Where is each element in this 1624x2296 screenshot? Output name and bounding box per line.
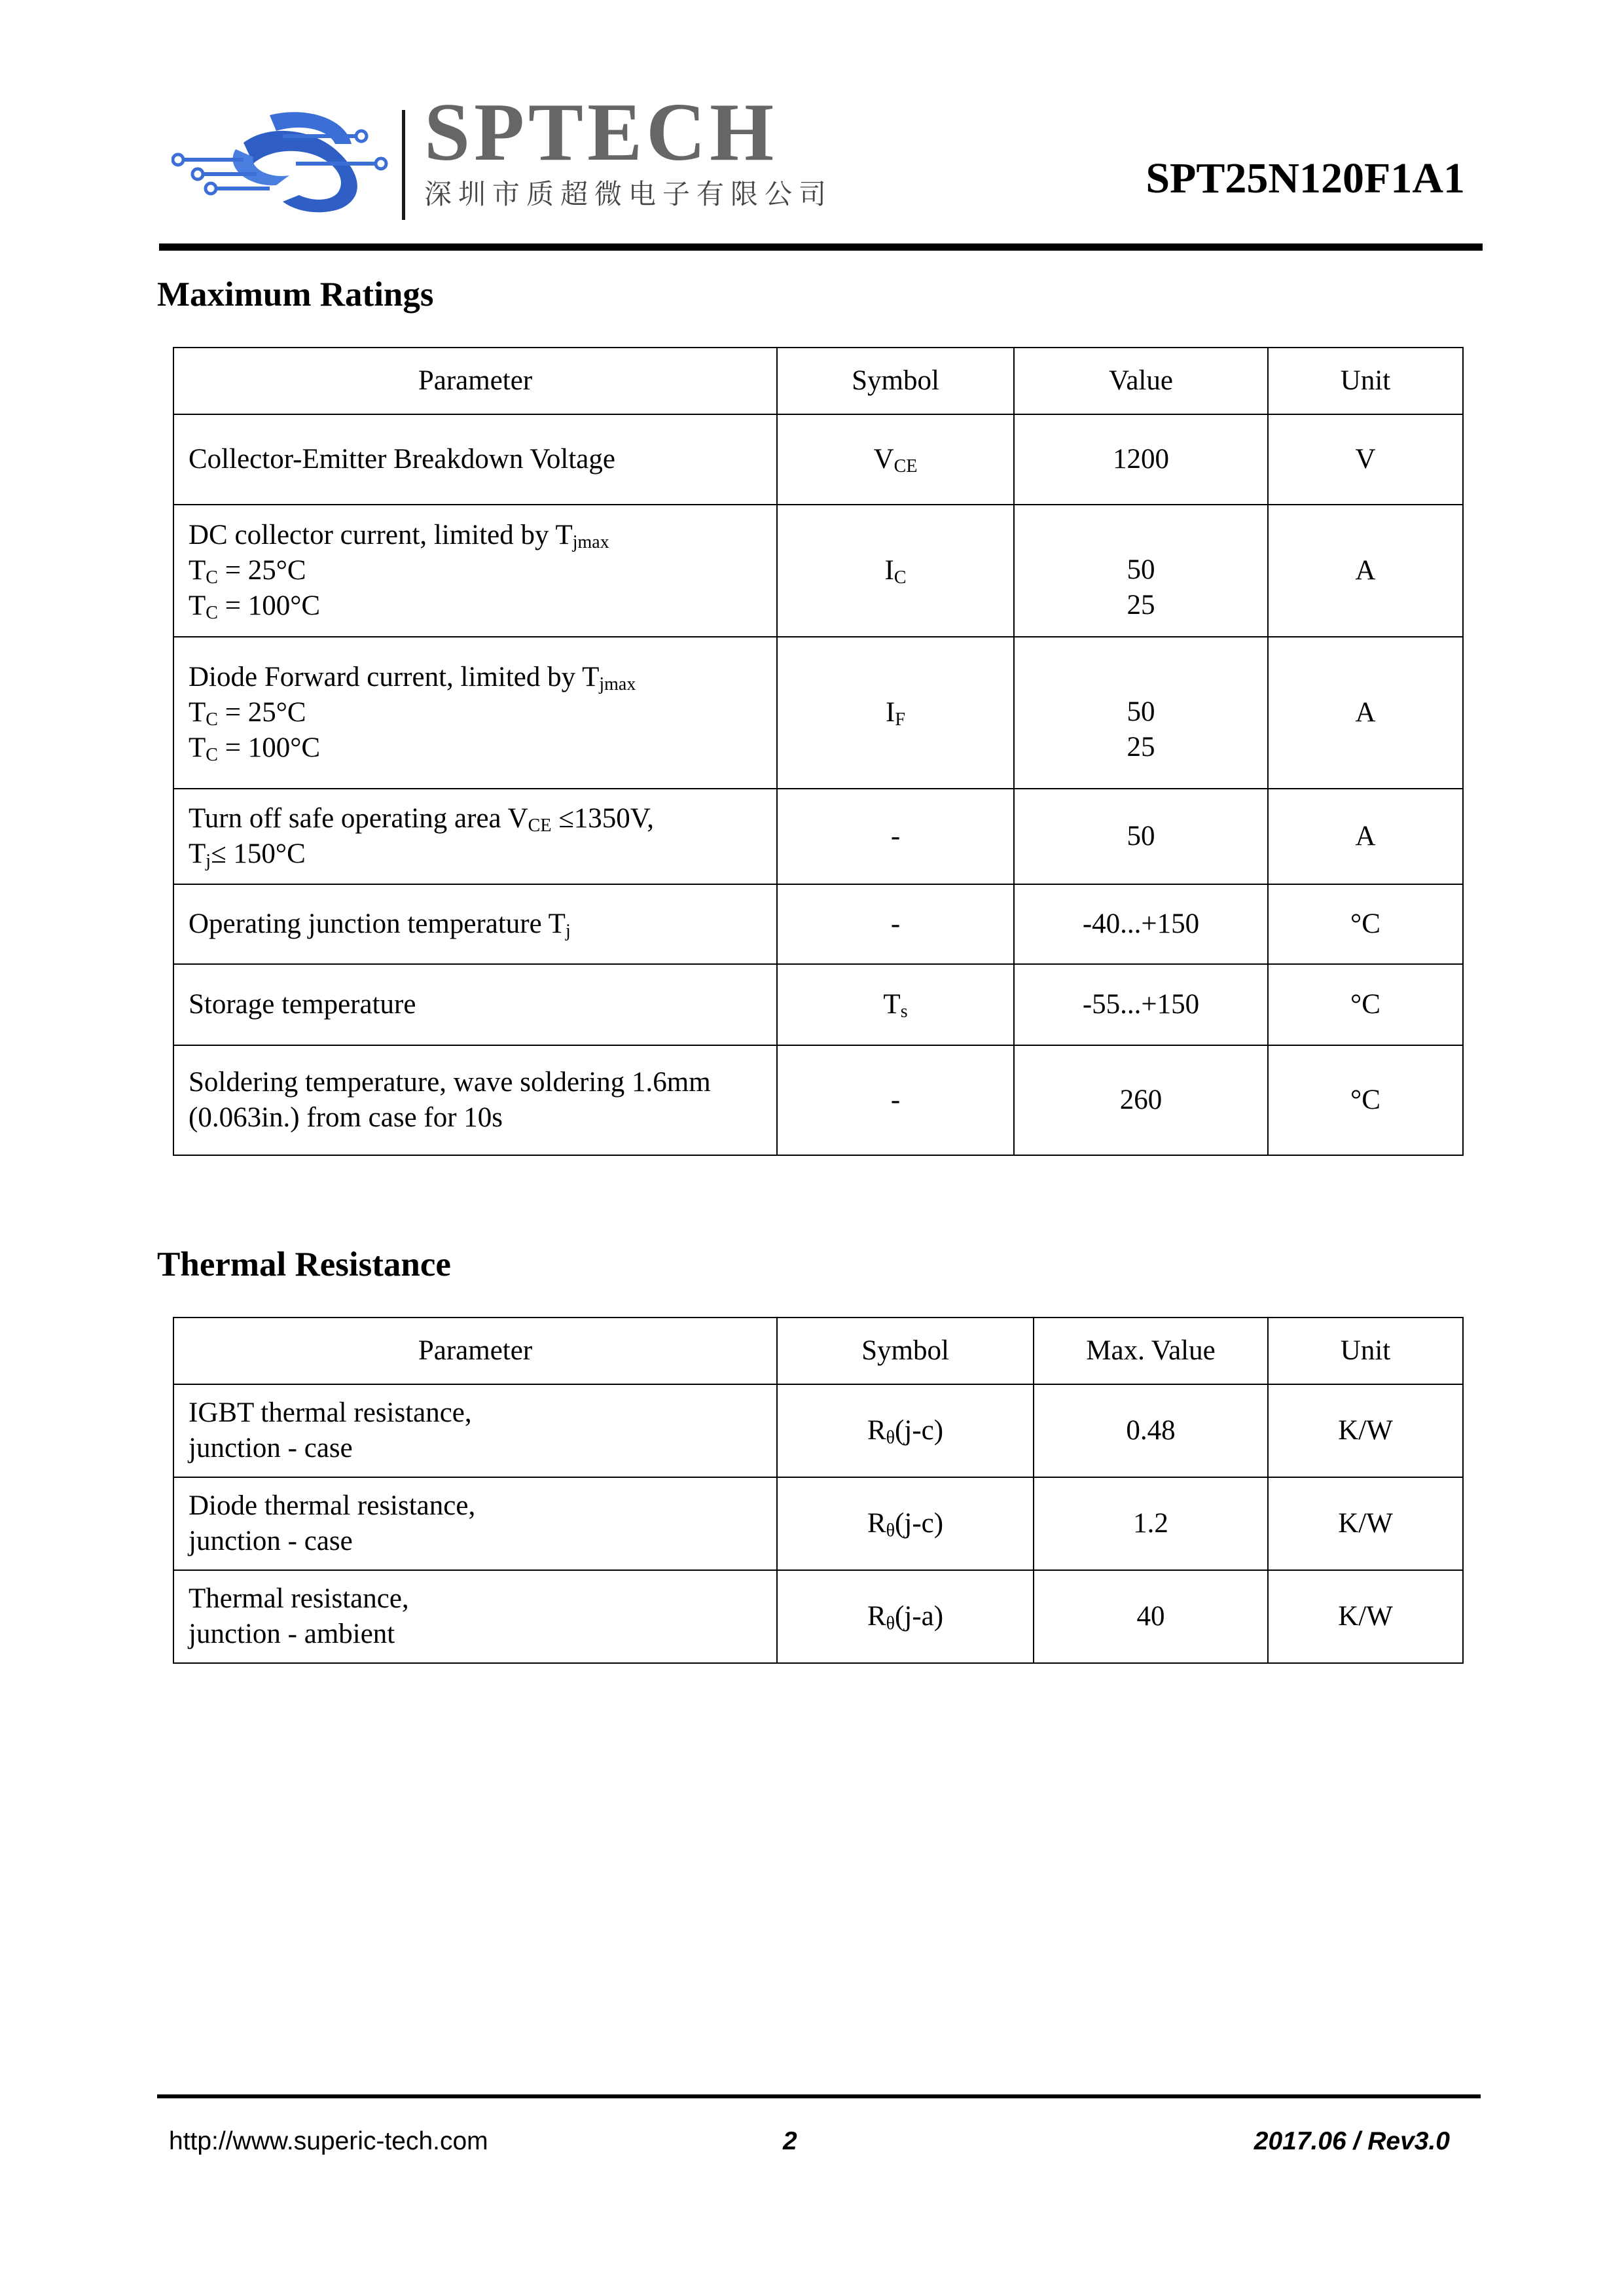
unit-cell: K/W (1268, 1477, 1463, 1570)
param-text: Diode Forward current, limited by T (189, 662, 600, 693)
table-row (173, 1570, 1463, 1663)
param-text: T (189, 838, 206, 869)
param-cell: Storage temperature (173, 964, 777, 1045)
param-sub: C (206, 709, 218, 730)
value-text: 50 (1127, 554, 1155, 586)
col-parameter: Parameter (173, 348, 777, 414)
unit-cell: A (1268, 789, 1463, 884)
company-logo-icon (171, 103, 394, 216)
param-cell (173, 884, 777, 964)
param-text: T (189, 555, 206, 586)
symbol-cell (777, 637, 1014, 789)
value-text: 25 (1127, 732, 1155, 762)
symbol-sub: θ (886, 1520, 895, 1541)
symbol-text: T (883, 989, 901, 1020)
unit-cell: K/W (1268, 1384, 1463, 1477)
table-header-row (173, 1318, 1463, 1384)
col-unit: Unit (1268, 348, 1463, 414)
max-ratings-table (173, 347, 1464, 1156)
param-sub: j (206, 851, 211, 871)
value-cell: 40 (1034, 1570, 1268, 1663)
param-text: ≤1350V, (551, 803, 655, 834)
col-value: Value (1014, 348, 1268, 414)
symbol-text: R (867, 1508, 886, 1539)
table-row (173, 1384, 1463, 1477)
table-row (173, 505, 1463, 637)
param-sub: jmax (572, 532, 609, 553)
page-number: 2 (783, 2127, 797, 2155)
symbol-cell: - (777, 884, 1014, 964)
col-unit: Unit (1268, 1318, 1463, 1384)
max-ratings-title: Maximum Ratings (157, 276, 434, 314)
value-cell: -55...+150 (1014, 964, 1268, 1045)
value-cell: 1.2 (1034, 1477, 1268, 1570)
footer-divider (157, 2094, 1481, 2098)
table-row (173, 789, 1463, 884)
symbol-cell (777, 1570, 1034, 1663)
unit-cell: V (1268, 414, 1463, 505)
logo-wordmark: SPTECH (424, 87, 778, 178)
symbol-cell: - (777, 1045, 1014, 1155)
symbol-text: (j-c) (895, 1415, 944, 1446)
symbol-cell (777, 414, 1014, 505)
unit-cell: °C (1268, 1045, 1463, 1155)
param-cell (173, 1477, 777, 1570)
table-row (173, 414, 1463, 505)
unit-cell: K/W (1268, 1570, 1463, 1663)
param-text: Collector-Emitter Breakdown Voltage (189, 444, 615, 475)
symbol-cell (777, 1384, 1034, 1477)
value-cell (1014, 637, 1268, 789)
unit-cell: A (1268, 637, 1463, 789)
header-divider (159, 243, 1483, 251)
param-sub: j (565, 921, 571, 942)
symbol-cell: - (777, 789, 1014, 884)
param-sub: jmax (599, 674, 636, 695)
table-row (173, 1045, 1463, 1155)
param-text: Thermal resistance, (189, 1583, 409, 1615)
param-text: Turn off safe operating area V (189, 803, 528, 834)
symbol-text: (j-a) (895, 1601, 944, 1632)
col-max-value: Max. Value (1034, 1318, 1268, 1384)
value-cell: -40...+150 (1014, 884, 1268, 964)
symbol-sub: s (900, 1001, 908, 1022)
col-parameter: Parameter (173, 1318, 777, 1384)
param-cell (173, 505, 777, 637)
param-text: DC collector current, limited by T (189, 520, 573, 551)
param-text: junction - case (189, 1433, 353, 1463)
value-cell: 50 (1014, 789, 1268, 884)
param-cell (173, 1384, 777, 1477)
company-name-cn: 深圳市质超微电子有限公司 (424, 178, 833, 210)
param-text: = 100°C (217, 590, 321, 621)
table-row (173, 1477, 1463, 1570)
param-text: IGBT thermal resistance, (189, 1397, 472, 1429)
param-text: (0.063in.) from case for 10s (189, 1102, 503, 1133)
symbol-text: V (873, 444, 894, 475)
param-text: = 25°C (217, 555, 306, 586)
symbol-text: R (867, 1415, 886, 1446)
value-cell: 0.48 (1034, 1384, 1268, 1477)
footer-url-link[interactable]: http://www.superic-tech.com (169, 2127, 488, 2155)
part-number: SPT25N120F1A1 (1146, 154, 1465, 202)
param-cell (173, 789, 777, 884)
param-text: junction - ambient (189, 1619, 395, 1649)
thermal-resistance-table (173, 1317, 1464, 1664)
symbol-text: I (886, 697, 895, 728)
symbol-text: R (867, 1601, 886, 1632)
symbol-text: (j-c) (895, 1508, 944, 1539)
param-cell (173, 414, 777, 505)
value-cell: 260 (1014, 1045, 1268, 1155)
symbol-sub: F (895, 709, 905, 730)
param-text: Soldering temperature, wave soldering 1.6mm (189, 1067, 711, 1098)
param-sub: C (206, 567, 218, 588)
param-cell (173, 637, 777, 789)
param-text: T (189, 590, 206, 621)
unit-cell: °C (1268, 884, 1463, 964)
param-text: = 25°C (217, 697, 306, 728)
param-sub: C (206, 744, 218, 765)
value-cell: 1200 (1014, 414, 1268, 505)
table-row (173, 964, 1463, 1045)
param-text: ≤ 150°C (211, 838, 306, 869)
symbol-cell (777, 1477, 1034, 1570)
thermal-resistance-title: Thermal Resistance (157, 1246, 451, 1283)
revision-label: 2017.06 / Rev3.0 (1254, 2127, 1450, 2155)
symbol-sub: θ (886, 1427, 895, 1448)
unit-cell: °C (1268, 964, 1463, 1045)
col-symbol: Symbol (777, 1318, 1034, 1384)
param-cell (173, 1570, 777, 1663)
value-text: 25 (1127, 590, 1155, 620)
param-text: T (189, 732, 206, 763)
param-sub: C (206, 602, 218, 623)
symbol-sub: CE (893, 456, 918, 477)
param-text: junction - case (189, 1526, 353, 1556)
col-symbol: Symbol (777, 348, 1014, 414)
table-row (173, 884, 1463, 964)
param-cell (173, 1045, 777, 1155)
unit-cell: A (1268, 505, 1463, 637)
symbol-sub: C (893, 567, 907, 588)
symbol-sub: θ (886, 1613, 895, 1634)
symbol-cell (777, 505, 1014, 637)
table-row (173, 637, 1463, 789)
symbol-cell (777, 964, 1014, 1045)
param-sub: CE (528, 816, 552, 836)
logo-separator (402, 110, 405, 220)
value-cell (1014, 505, 1268, 637)
param-text: = 100°C (217, 732, 321, 763)
symbol-text: I (884, 555, 894, 586)
param-text: T (189, 697, 206, 728)
param-text: Diode thermal resistance, (189, 1490, 476, 1522)
value-text: 50 (1127, 696, 1155, 728)
param-text: Operating junction temperature T (189, 908, 566, 940)
table-header-row (173, 348, 1463, 414)
